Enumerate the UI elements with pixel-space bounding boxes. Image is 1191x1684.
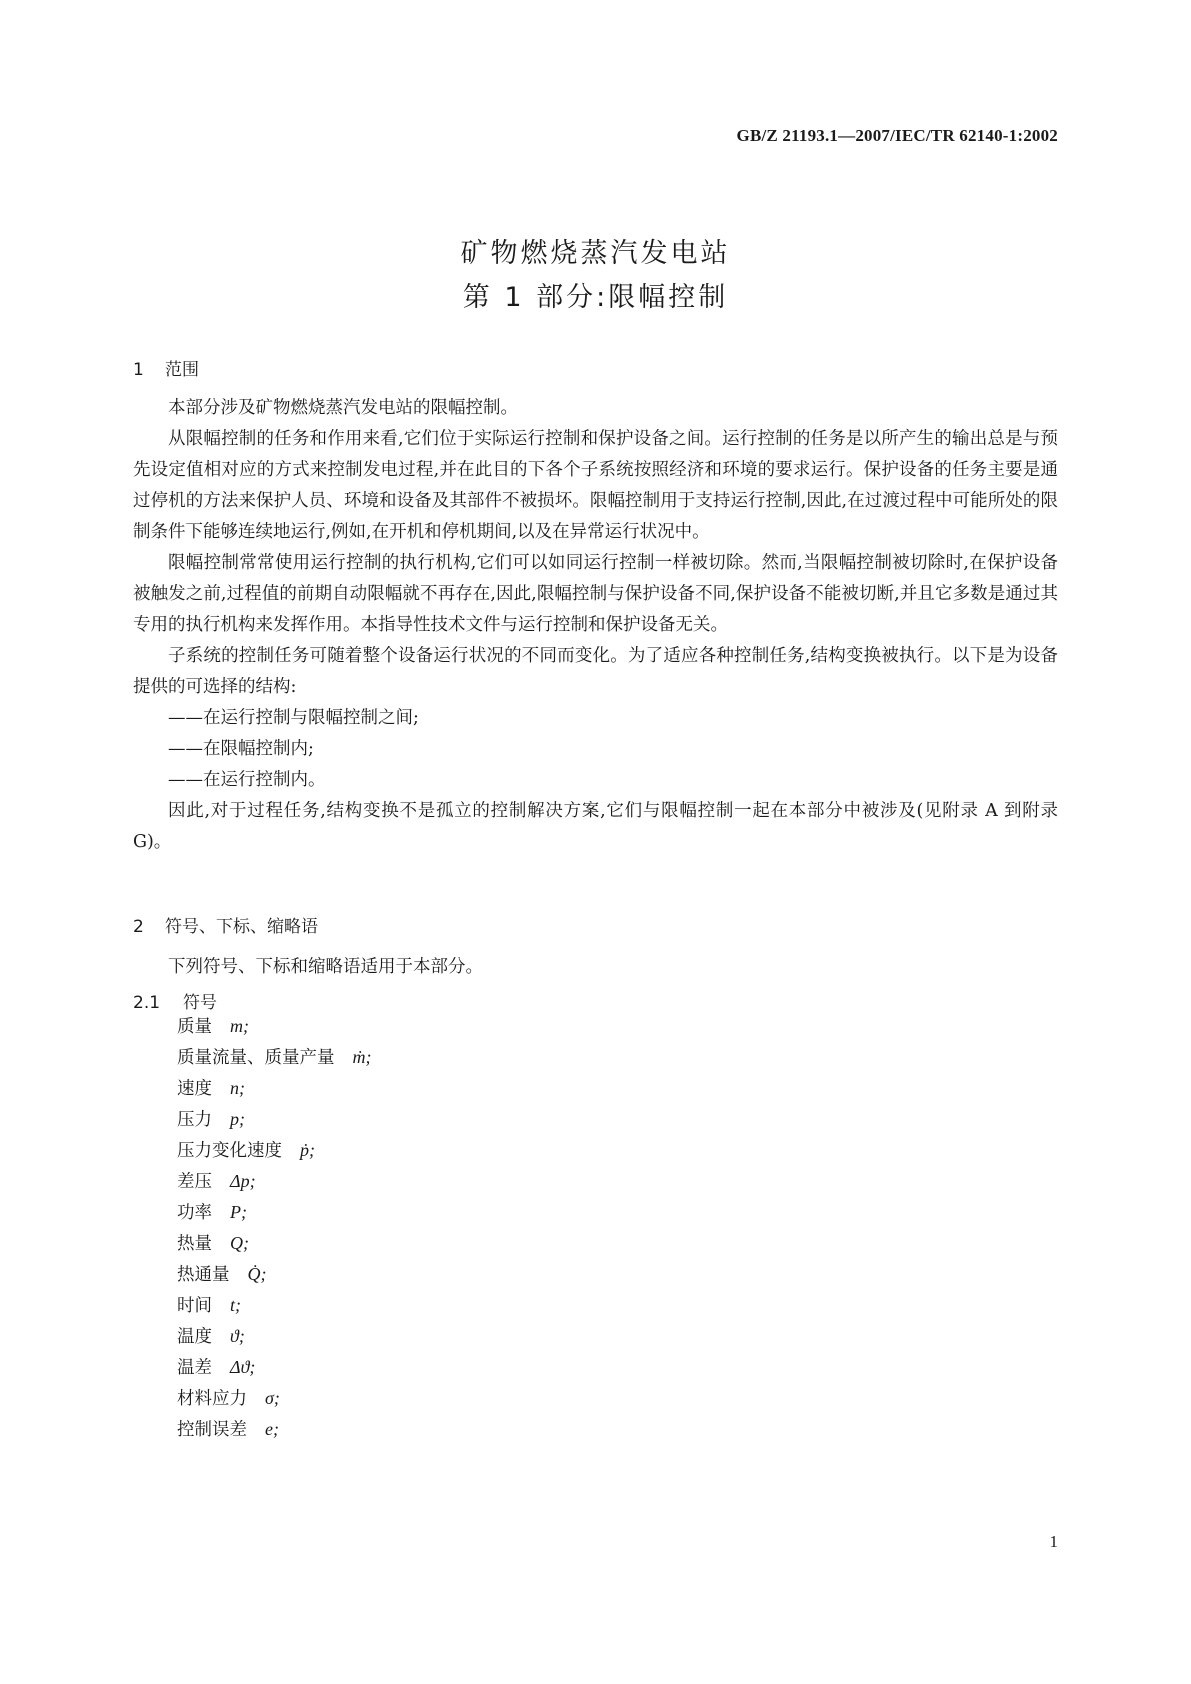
symbol-name: 温差	[177, 1358, 212, 1378]
symbol-name: 控制误差	[177, 1420, 247, 1440]
list-item: ——在运行控制与限幅控制之间;	[168, 708, 419, 728]
paragraph: 本部分涉及矿物燃烧蒸汽发电站的限幅控制。	[168, 398, 518, 418]
symbol-row	[177, 1042, 372, 1073]
title-line-1: 矿物燃烧蒸汽发电站	[460, 238, 731, 269]
symbol-value: e;	[265, 1419, 279, 1439]
symbol-value: ṗ;	[300, 1140, 315, 1160]
section-number: 2.1	[133, 993, 161, 1013]
symbol-value: p;	[230, 1109, 245, 1129]
symbol-value: m;	[230, 1016, 249, 1036]
symbol-row	[177, 1321, 372, 1352]
section-number: 2	[133, 917, 144, 937]
symbol-row	[177, 1414, 372, 1445]
symbol-row	[177, 1228, 372, 1259]
section-1-body	[133, 393, 1058, 858]
symbol-name: 功率	[177, 1203, 212, 1223]
section-1-heading	[133, 355, 199, 380]
symbol-row	[177, 1135, 372, 1166]
section-2-body	[133, 952, 1058, 983]
symbol-row	[177, 1383, 372, 1414]
symbol-name: 热通量	[177, 1265, 230, 1285]
symbol-row	[177, 1197, 372, 1228]
page-number: 1	[1049, 1532, 1058, 1551]
symbol-value: Δp;	[230, 1171, 256, 1191]
paragraph: 子系统的控制任务可随着整个设备运行状况的不同而变化。为了适应各种控制任务,结构变换被执行。以下是为设备提供的可选择的结构:	[133, 646, 1058, 697]
symbol-row	[177, 1011, 372, 1042]
paragraph: 下列符号、下标和缩略语适用于本部分。	[168, 957, 483, 977]
symbol-row	[177, 1290, 372, 1321]
section-title: 范围	[165, 360, 199, 380]
section-2-heading	[133, 912, 318, 937]
symbol-value: Δϑ;	[230, 1357, 256, 1377]
symbol-value: ϑ;	[230, 1326, 245, 1346]
symbol-name: 温度	[177, 1327, 212, 1347]
symbol-name: 速度	[177, 1079, 212, 1099]
symbol-value: n;	[230, 1078, 245, 1098]
list-item: ——在限幅控制内;	[168, 739, 314, 759]
standard-code: GB/Z 21193.1—2007/IEC/TR 62140-1:2002	[736, 126, 1058, 145]
paragraph: 因此,对于过程任务,结构变换不是孤立的控制解决方案,它们与限幅控制一起在本部分中被涉及(见附录 A 到附录 G)。	[133, 801, 1058, 852]
section-2-1-heading	[133, 988, 217, 1013]
symbol-row	[177, 1073, 372, 1104]
symbol-name: 质量流量、质量产量	[177, 1048, 335, 1068]
symbol-row	[177, 1166, 372, 1197]
symbol-value: t;	[230, 1295, 241, 1315]
symbol-name: 压力	[177, 1110, 212, 1130]
symbol-value: ṁ;	[352, 1047, 372, 1067]
section-number: 1	[133, 360, 144, 380]
section-title: 符号	[183, 993, 217, 1013]
title-line-2: 第 1 部分:限幅控制	[462, 282, 729, 313]
paragraph: 限幅控制常常使用运行控制的执行机构,它们可以如同运行控制一样被切除。然而,当限幅控制被切除时,在保护设备被触发之前,过程值的前期自动限幅就不再存在,因此,限幅控制与保护设备不同,保护设备不能被切断,并且它多数是通过其专用的执行机构来发挥作用。本指导性技术文件与运行控制和保护设备无关。	[133, 553, 1058, 635]
symbol-value: Q;	[230, 1233, 249, 1253]
symbol-name: 时间	[177, 1296, 212, 1316]
symbol-row	[177, 1104, 372, 1135]
symbol-list	[177, 1011, 372, 1445]
symbol-name: 热量	[177, 1234, 212, 1254]
symbol-name: 差压	[177, 1172, 212, 1192]
symbol-name: 质量	[177, 1017, 212, 1037]
symbol-row	[177, 1259, 372, 1290]
symbol-row	[177, 1352, 372, 1383]
symbol-value: Q̇;	[247, 1264, 267, 1284]
list-item: ——在运行控制内。	[168, 770, 326, 790]
section-title: 符号、下标、缩略语	[165, 917, 318, 937]
document-title	[0, 232, 1191, 320]
paragraph: 从限幅控制的任务和作用来看,它们位于实际运行控制和保护设备之间。运行控制的任务是以所产生的输出总是与预先设定值相对应的方式来控制发电过程,并在此目的下各个子系统按照经济和环境的要求运行。保护设备的任务主要是通过停机的方法来保护人员、环境和设备及其部件不被损坏。限幅控制用于支持运行控制,因此,在过渡过程中可能所处的限制条件下能够连续地运行,例如,在开机和停机期间,以及在异常运行状况中。	[133, 429, 1058, 542]
symbol-name: 压力变化速度	[177, 1141, 282, 1161]
symbol-value: σ;	[265, 1388, 280, 1408]
symbol-name: 材料应力	[177, 1389, 247, 1409]
symbol-value: P;	[230, 1202, 247, 1222]
